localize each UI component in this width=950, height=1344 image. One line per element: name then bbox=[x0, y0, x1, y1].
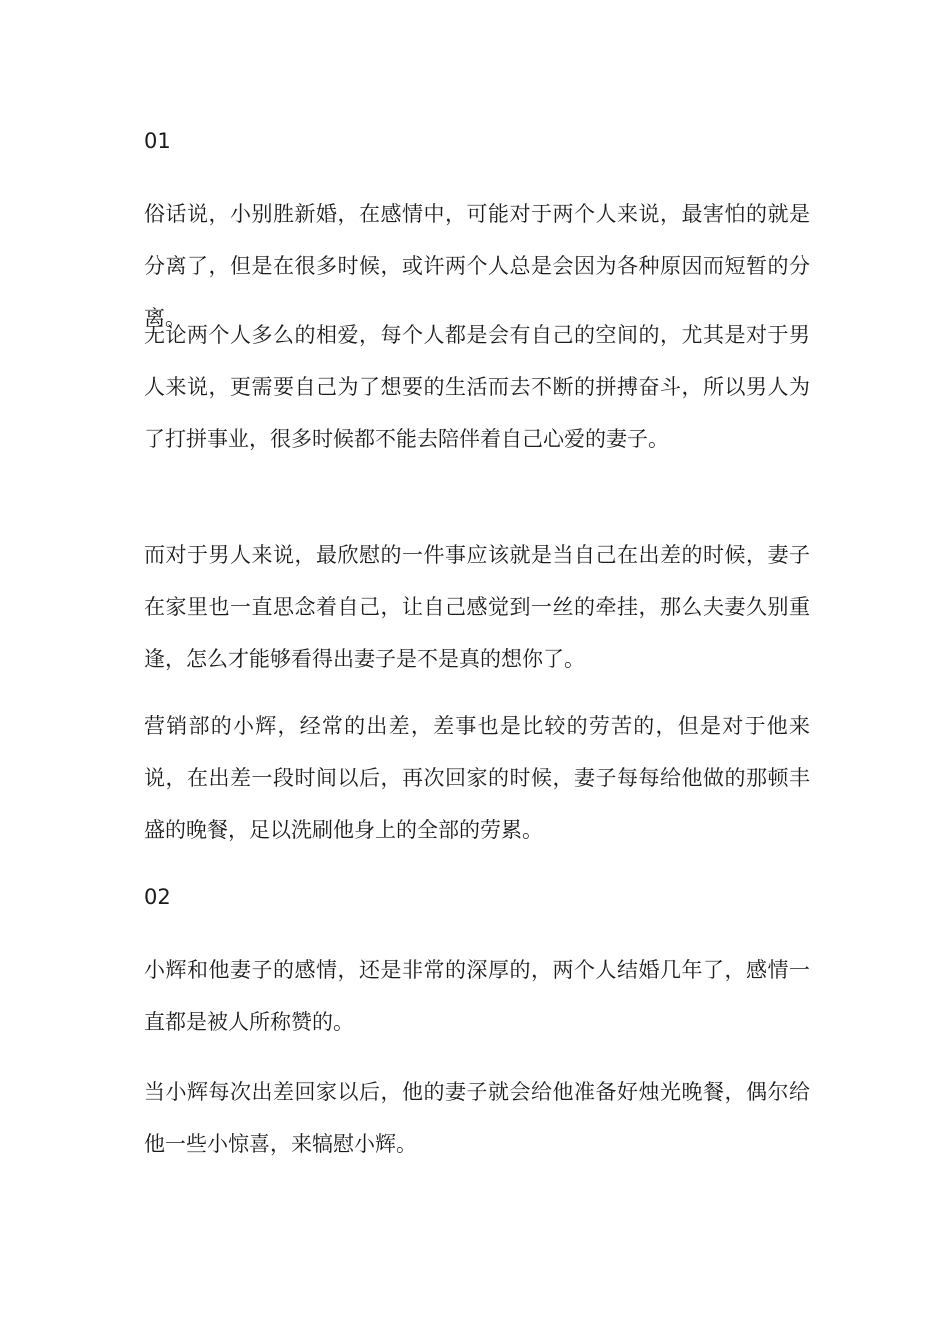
paragraph-4: 营销部的小辉，经常的出差，差事也是比较的劳苦的，但是对于他来说，在出差一段时间以后，再次回家的时候，妻子每每给他做的那顿丰盛的晚餐，足以洗刷他身上的全部的劳累。 bbox=[144, 714, 810, 842]
paragraph-6: 当小辉每次出差回家以后，他的妻子就会给他准备好烛光晚餐，偶尔给他一些小惊喜，来犒慰小辉。 bbox=[144, 1080, 810, 1156]
section-heading-02: 02 bbox=[144, 885, 171, 909]
paragraph-5: 小辉和他妻子的感情，还是非常的深厚的，两个人结婚几年了，感情一直都是被人所称赞的。 bbox=[144, 958, 810, 1034]
paragraph-2: 无论两个人多么的相爱，每个人都是会有自己的空间的，尤其是对于男人来说，更需要自己为了想要的生活而去不断的拼搏奋斗，所以男人为了打拼事业，很多时候都不能去陪伴着自己心爱的妻子。 bbox=[144, 323, 810, 451]
paragraph-1: 俗话说，小别胜新婚，在感情中，可能对于两个人来说，最害怕的就是分离了，但是在很多时候，或许两个人总是会因为各种原因而短暂的分离。 bbox=[144, 202, 810, 330]
paragraph-3: 而对于男人来说，最欣慰的一件事应该就是当自己在出差的时候，妻子在家里也一直思念着自己，让自己感觉到一丝的牵挂，那么夫妻久别重逢，怎么才能够看得出妻子是不是真的想你了。 bbox=[144, 543, 810, 671]
section-heading-01: 01 bbox=[144, 129, 171, 153]
